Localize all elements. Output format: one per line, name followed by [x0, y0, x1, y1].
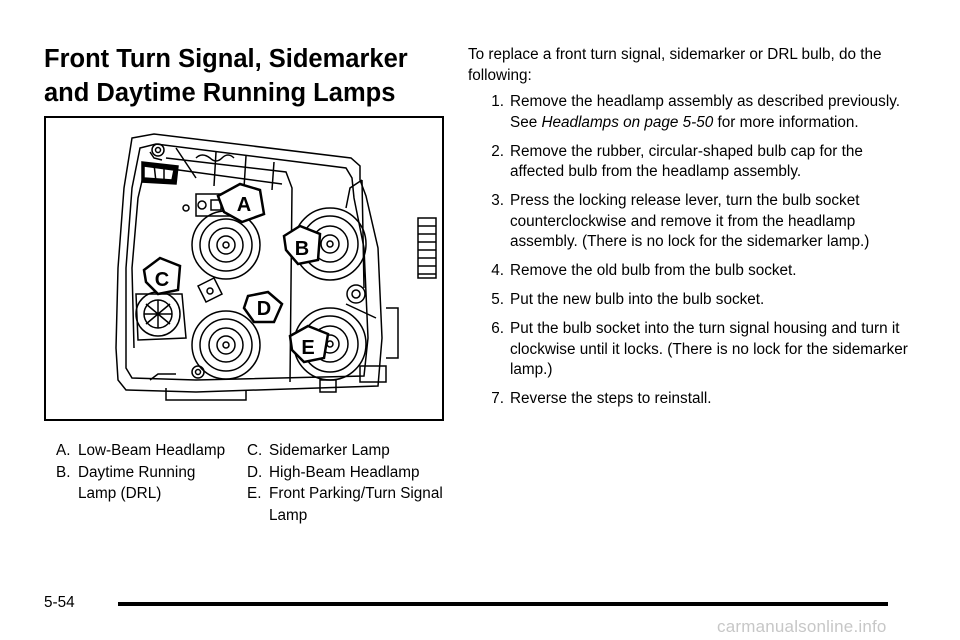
step-number: 7.: [491, 390, 504, 407]
callout-c-label: C: [154, 269, 170, 291]
legend-key: C.: [247, 442, 263, 459]
step-text: Remove the old bulb from the bulb socket.: [510, 262, 797, 279]
watermark: carmanualsonline.info: [717, 617, 887, 636]
step-text: Remove the rubber, circular-shaped bulb cap for the affected bulb from the headlamp assembly.: [510, 142, 863, 180]
legend-item-e: [247, 483, 447, 526]
step-text: [510, 92, 918, 133]
page-number: 5-54: [44, 594, 75, 611]
step-number: 1.: [491, 93, 504, 110]
legend-text: Low-Beam Headlamp: [78, 442, 226, 459]
procedure-steps: [468, 92, 918, 418]
callout-c: [144, 258, 180, 294]
step-text-part: for more information.: [713, 113, 859, 131]
intro-paragraph: To replace a front turn signal, sidemarker or DRL bulb, do the following:: [468, 46, 882, 84]
footer-rule: [118, 602, 888, 606]
figure-legend-left: [56, 440, 236, 505]
legend-key: E.: [247, 485, 262, 502]
figure-legend-right: [247, 440, 447, 526]
cross-reference-link[interactable]: Headlamps on page 5-50: [541, 113, 714, 131]
legend-text: Sidemarker Lamp: [269, 442, 390, 459]
step-number: 6.: [491, 320, 504, 337]
legend-item-c: [247, 440, 447, 462]
step-number: 3.: [491, 192, 504, 209]
legend-key: B.: [56, 463, 71, 481]
step-text: Put the new bulb into the bulb socket.: [510, 291, 765, 308]
step-6: [468, 319, 918, 381]
step-text: Put the bulb socket into the turn signal housing and turn it clockwise until it locks. (There is no lock for the sidemarker lamp.): [510, 320, 908, 378]
legend-item-d: [247, 462, 447, 484]
step-text-part: Remove the headlamp assembly as described previously. See: [510, 93, 900, 131]
callout-e-label: E: [301, 337, 315, 359]
callout-a-label: A: [236, 194, 252, 216]
step-number: 2.: [491, 142, 504, 160]
callout-b-label: B: [294, 238, 310, 260]
legend-text: Front Parking/Turn Signal Lamp: [269, 485, 443, 524]
step-5: [468, 290, 918, 311]
legend-key: D.: [247, 463, 263, 481]
page-title: Front Turn Signal, Sidemarker and Daytime Running Lamps: [44, 45, 408, 107]
step-number: 5.: [491, 291, 504, 308]
step-text: Reverse the steps to reinstall.: [510, 390, 712, 407]
step-4: [468, 261, 918, 282]
callout-b: [284, 226, 320, 264]
legend-key: A.: [56, 442, 71, 459]
headlamp-assembly-illustration: [46, 118, 442, 419]
step-7: [468, 389, 918, 410]
legend-item-b: [56, 462, 236, 505]
callout-d-label: D: [256, 298, 272, 320]
step-number: 4.: [491, 262, 504, 279]
legend-text: High-Beam Headlamp: [269, 463, 420, 481]
step-3: [468, 191, 918, 253]
step-text: Press the locking release lever, turn the bulb socket counterclockwise and remove it from the headlamp assembly. (There is no lock for the sidemarker lamp.): [510, 192, 870, 250]
headlamp-assembly-figure: [44, 116, 444, 421]
step-1: [468, 92, 918, 133]
legend-text: Daytime Running Lamp (DRL): [78, 463, 196, 502]
legend-item-a: [56, 440, 236, 462]
callout-d: [244, 292, 282, 322]
step-2: [468, 142, 918, 183]
